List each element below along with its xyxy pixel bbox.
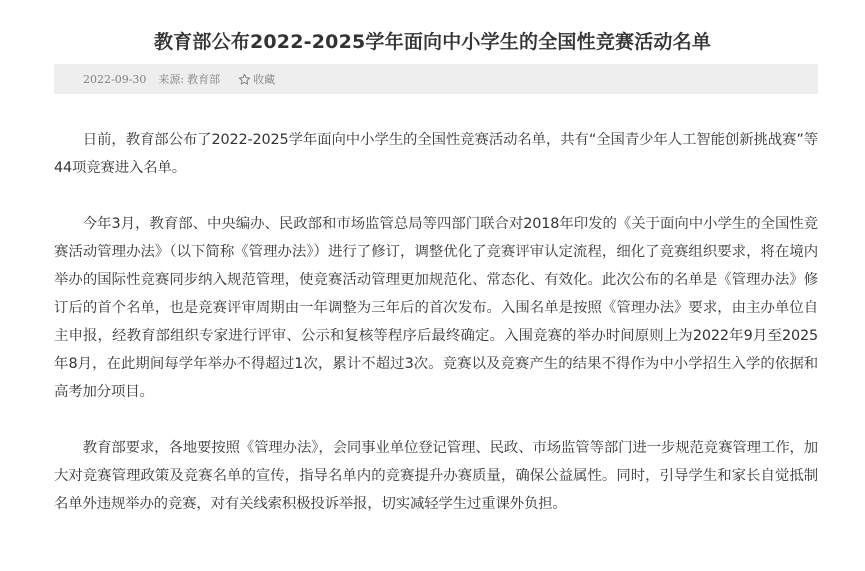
star-icon: [238, 73, 251, 86]
article-title: 教育部公布2022-2025学年面向中小学生的全国性竞赛活动名单: [153, 30, 712, 53]
publish-date: 2022-09-30: [83, 72, 147, 86]
source: [158, 71, 220, 87]
favorite-label: 收藏: [253, 73, 276, 86]
source-value: 教育部: [187, 73, 221, 86]
source-label: 来源:: [158, 73, 185, 86]
paragraph-1: 日前，教育部公布了2022-2025学年面向中小学生的全国性竞赛活动名单，共有“全国青少年人工智能创新挑战赛”等44项竞赛进入名单。: [54, 132, 818, 176]
article-meta-bar: [54, 64, 818, 94]
favorite-button[interactable]: [238, 71, 275, 87]
paragraph-3: 教育部要求，各地要按照《管理办法》，会同事业单位登记管理、民政、市场监管等部门进一步规范竞赛管理工作，加大对竞赛管理政策及竞赛名单的宣传，指导名单内的竞赛提升办赛质量，确保公益属性。同时，引导学生和家长自觉抵制名单外违规举办的竞赛，对有关线索积极投诉举报，切实减轻学生过重课外负担。: [54, 440, 818, 512]
paragraph-2: 今年3月，教育部、中央编办、民政部和市场监管总局等四部门联合对2018年印发的《关于面向中小学生的全国性竞赛活动管理办法》（以下简称《管理办法》）进行了修订，调整优化了竞赛评审认定流程，细化了竞赛组织要求，将在境内举办的国际性竞赛同步纳入规范管理，使竞赛活动管理更加规范化、常态化、有效化。此次公布的名单是《管理办法》修订后的首个名单，也是竞赛评审周期由一年调整为三年后的首次发布。入围名单是按照《管理办法》要求，由主办单位自主申报，经教育部组织专家进行评审、公示和复核等程序后最终确定。入围竞赛的举办时间原则上为2022年9月至2025年8月，在此期间每学年举办不得超过1次，累计不超过3次。竞赛以及竞赛产生的结果不得作为中小学招生入学的依据和高考加分项目。: [54, 216, 818, 400]
article-body: [54, 126, 818, 518]
